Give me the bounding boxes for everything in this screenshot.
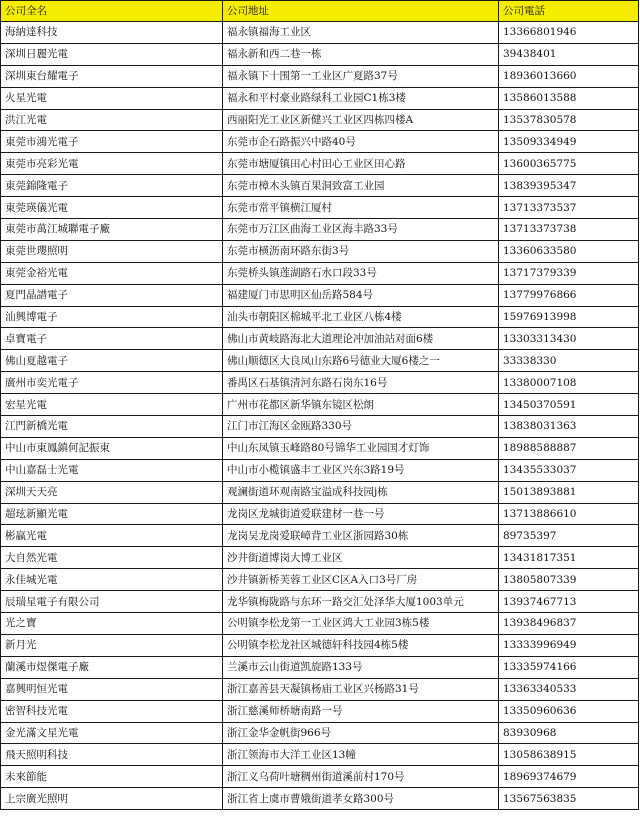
company-address-cell: 东莞市万江区曲海工业区海丰路33号	[223, 219, 499, 241]
header-row	[1, 1, 639, 22]
company-name-cell: 深圳天天亮	[1, 481, 223, 503]
company-address-cell: 东莞桥头镇莲湖路石水口段33号	[223, 262, 499, 284]
company-phone-cell: 33338330	[499, 350, 639, 372]
company-address-cell: 佛山市黄岐路海北大道理论冲加油站对面6楼	[223, 328, 499, 350]
company-phone-cell: 13938496837	[499, 613, 639, 635]
company-address-cell: 龙岗区龙城街道爱联建材一巷一号	[223, 503, 499, 525]
company-name-cell: 東莞錦隆電子	[1, 175, 223, 197]
company-phone-cell: 13713373537	[499, 197, 639, 219]
company-address-cell: 观澜街道环观南路宝溢成科技园j栋	[223, 481, 499, 503]
company-address-cell: 浙江嘉善县天凝镇杨庙工业区兴杨路31号	[223, 678, 499, 700]
company-phone-cell: 39438401	[499, 43, 639, 65]
company-address-cell: 龙岗吴龙岗爱联嶂背工业区浙园路30栋	[223, 525, 499, 547]
company-name-cell: 未來節能	[1, 766, 223, 788]
company-address-cell: 公明镇李松龙第一工业区鸿大工业园3栋5楼	[223, 613, 499, 635]
company-name-cell: 廣州市奕光電子	[1, 372, 223, 394]
company-name-cell: 上宗廣光照明	[1, 788, 223, 810]
table-row	[1, 613, 639, 635]
company-address-cell: 中山东凤镇玉峰路80号锦华工业园国才灯饰	[223, 437, 499, 459]
table-row	[1, 788, 639, 810]
company-address-cell: 浙江义乌荷叶塘稠州街道溪前村170号	[223, 766, 499, 788]
company-phone-cell: 13360633580	[499, 240, 639, 262]
company-address-cell: 浙江慈溪师桥塘南路一号	[223, 700, 499, 722]
company-name-cell: 海納達科技	[1, 22, 223, 44]
company-address-cell: 东莞市常平镇横江厦村	[223, 197, 499, 219]
company-name-cell: 卓寶電子	[1, 328, 223, 350]
table-row	[1, 65, 639, 87]
company-name-cell: 洪江光電	[1, 109, 223, 131]
table-row	[1, 284, 639, 306]
company-phone-cell: 13567563835	[499, 788, 639, 810]
company-phone-cell: 13333996949	[499, 634, 639, 656]
company-address-cell: 中山市小榄镇盛丰工业区兴东3路19号	[223, 459, 499, 481]
company-phone-cell: 13586013588	[499, 87, 639, 109]
company-phone-cell: 18988588887	[499, 437, 639, 459]
company-phone-cell: 13713886610	[499, 503, 639, 525]
table-row	[1, 437, 639, 459]
company-phone-cell: 13839395347	[499, 175, 639, 197]
company-name-cell: 東莞金裕光電	[1, 262, 223, 284]
company-name-cell: 深圳日麗光電	[1, 43, 223, 65]
company-phone-cell: 13363340533	[499, 678, 639, 700]
company-address-cell: 龙华镇梅陇路与东环一路交汇处泽华大厦1003单元	[223, 591, 499, 613]
company-name-cell: 彬贏光電	[1, 525, 223, 547]
table-row	[1, 328, 639, 350]
company-name-cell: 中山市東鳳鎮何記振東	[1, 437, 223, 459]
table-row	[1, 87, 639, 109]
table-row	[1, 306, 639, 328]
company-address-cell: 东莞市樟木头镇百果洞致富工业园	[223, 175, 499, 197]
column-header-company-phone: 公司電話	[499, 1, 639, 22]
company-address-cell: 西丽阳光工业区新健兴工业区四栋四楼A	[223, 109, 499, 131]
company-address-cell: 沙井街道博岗大博工业区	[223, 547, 499, 569]
company-name-cell: 火星光電	[1, 87, 223, 109]
company-address-cell: 东莞市塘厦镇田心村田心工业区田心路	[223, 153, 499, 175]
company-address-cell: 佛山顺德区大良凤山东路6号德业大厦6楼之一	[223, 350, 499, 372]
company-name-cell: 東莞市亮彩光電	[1, 153, 223, 175]
table-row	[1, 240, 639, 262]
company-address-cell: 江门市江海区金瓯路330号	[223, 416, 499, 438]
company-address-cell: 东莞市横沥南环路东街3号	[223, 240, 499, 262]
company-phone-cell: 15013893881	[499, 481, 639, 503]
company-name-cell: 光之寶	[1, 613, 223, 635]
table-row	[1, 634, 639, 656]
table-row	[1, 722, 639, 744]
company-address-cell: 兰溪市云山街道凯旋路133号	[223, 656, 499, 678]
table-row	[1, 700, 639, 722]
company-name-cell: 宏星光電	[1, 394, 223, 416]
table-row	[1, 744, 639, 766]
company-name-cell: 佛山夏越電子	[1, 350, 223, 372]
company-name-cell: 密智科技光電	[1, 700, 223, 722]
company-address-cell: 福建厦门市思明区仙岳路584号	[223, 284, 499, 306]
company-name-cell: 金光滿文星光電	[1, 722, 223, 744]
company-address-cell: 公明镇李松龙社区城德轩科技园4栋5楼	[223, 634, 499, 656]
company-phone-cell: 89735397	[499, 525, 639, 547]
company-phone-cell: 13509334949	[499, 131, 639, 153]
table-row	[1, 547, 639, 569]
company-phone-cell: 13717379339	[499, 262, 639, 284]
table-row	[1, 503, 639, 525]
table-row	[1, 372, 639, 394]
directory-rows	[1, 22, 639, 810]
company-phone-cell: 13600365775	[499, 153, 639, 175]
table-row	[1, 481, 639, 503]
table-row	[1, 394, 639, 416]
company-name-cell: 嘉興明恒光電	[1, 678, 223, 700]
company-address-cell: 浙江金华金帆街966号	[223, 722, 499, 744]
company-phone-cell: 13779976866	[499, 284, 639, 306]
company-name-cell: 汕興博電子	[1, 306, 223, 328]
company-phone-cell: 13450370591	[499, 394, 639, 416]
table-row	[1, 766, 639, 788]
company-address-cell: 沙井镇新桥芙蓉工业区C区A入口3号厂房	[223, 569, 499, 591]
table-row	[1, 525, 639, 547]
table-row	[1, 219, 639, 241]
company-name-cell: 夏門晶譜電子	[1, 284, 223, 306]
company-phone-cell: 18969374679	[499, 766, 639, 788]
column-header-company-address: 公司地址	[223, 1, 499, 22]
company-phone-cell: 13431817351	[499, 547, 639, 569]
company-name-cell: 東莞瑛儀光電	[1, 197, 223, 219]
company-address-cell: 广州市花都区新华镇东镜区松朗	[223, 394, 499, 416]
table-row	[1, 591, 639, 613]
company-name-cell: 蘭溪市煜傑電子廠	[1, 656, 223, 678]
table-row	[1, 350, 639, 372]
table-row	[1, 109, 639, 131]
company-name-cell: 深圳東台耀電子	[1, 65, 223, 87]
table-row	[1, 416, 639, 438]
company-address-cell: 福永新和西二巷一栋	[223, 43, 499, 65]
company-phone-cell: 13713373738	[499, 219, 639, 241]
table-row	[1, 656, 639, 678]
company-phone-cell: 13805807339	[499, 569, 639, 591]
table-row	[1, 459, 639, 481]
company-name-cell: 中山嘉磊士光電	[1, 459, 223, 481]
company-phone-cell: 13350960636	[499, 700, 639, 722]
company-name-cell: 大自然光電	[1, 547, 223, 569]
company-name-cell: 辰瑞星電子有限公司	[1, 591, 223, 613]
company-name-cell: 東莞市鴻光電子	[1, 131, 223, 153]
company-name-cell: 東莞市萬江城聯電子廠	[1, 219, 223, 241]
table-row	[1, 175, 639, 197]
company-phone-cell: 13435533037	[499, 459, 639, 481]
company-phone-cell: 13380007108	[499, 372, 639, 394]
table-row	[1, 569, 639, 591]
company-phone-cell: 13937467713	[499, 591, 639, 613]
company-phone-cell: 18936013660	[499, 65, 639, 87]
company-address-cell: 汕头市朝阳区棉城平北工业区八栋4楼	[223, 306, 499, 328]
table-row	[1, 131, 639, 153]
company-name-cell: 新月光	[1, 634, 223, 656]
company-phone-cell: 13303313430	[499, 328, 639, 350]
company-name-cell: 江門新橋光電	[1, 416, 223, 438]
company-address-cell: 福永镇福海工业区	[223, 22, 499, 44]
table-row	[1, 22, 639, 44]
company-address-cell: 福永和平村豪业路绿科工业园C1栋3楼	[223, 87, 499, 109]
company-name-cell: 永佳城光電	[1, 569, 223, 591]
table-row	[1, 678, 639, 700]
company-address-cell: 福永镇下十围第一工业区广夏路37号	[223, 65, 499, 87]
table-row	[1, 153, 639, 175]
company-address-cell: 浙江领海市大洋工业区13幢	[223, 744, 499, 766]
company-address-cell: 浙江省上虞市曹娥街道孝女路300号	[223, 788, 499, 810]
company-name-cell: 飛天照明科技	[1, 744, 223, 766]
company-address-cell: 番禺区石基镇清河东路石岗东16号	[223, 372, 499, 394]
column-header-company-name: 公司全名	[1, 1, 223, 22]
company-phone-cell: 13366801946	[499, 22, 639, 44]
company-phone-cell: 13335974166	[499, 656, 639, 678]
company-name-cell: 超玹新顯光電	[1, 503, 223, 525]
company-address-cell: 东莞市企石路振兴中路40号	[223, 131, 499, 153]
company-name-cell: 東莞世瓔照明	[1, 240, 223, 262]
company-phone-cell: 83930968	[499, 722, 639, 744]
company-phone-cell: 13838031363	[499, 416, 639, 438]
company-phone-cell: 15976913998	[499, 306, 639, 328]
company-phone-cell: 13537830578	[499, 109, 639, 131]
table-row	[1, 262, 639, 284]
company-phone-cell: 13058638915	[499, 744, 639, 766]
table-row	[1, 43, 639, 65]
table-row	[1, 197, 639, 219]
